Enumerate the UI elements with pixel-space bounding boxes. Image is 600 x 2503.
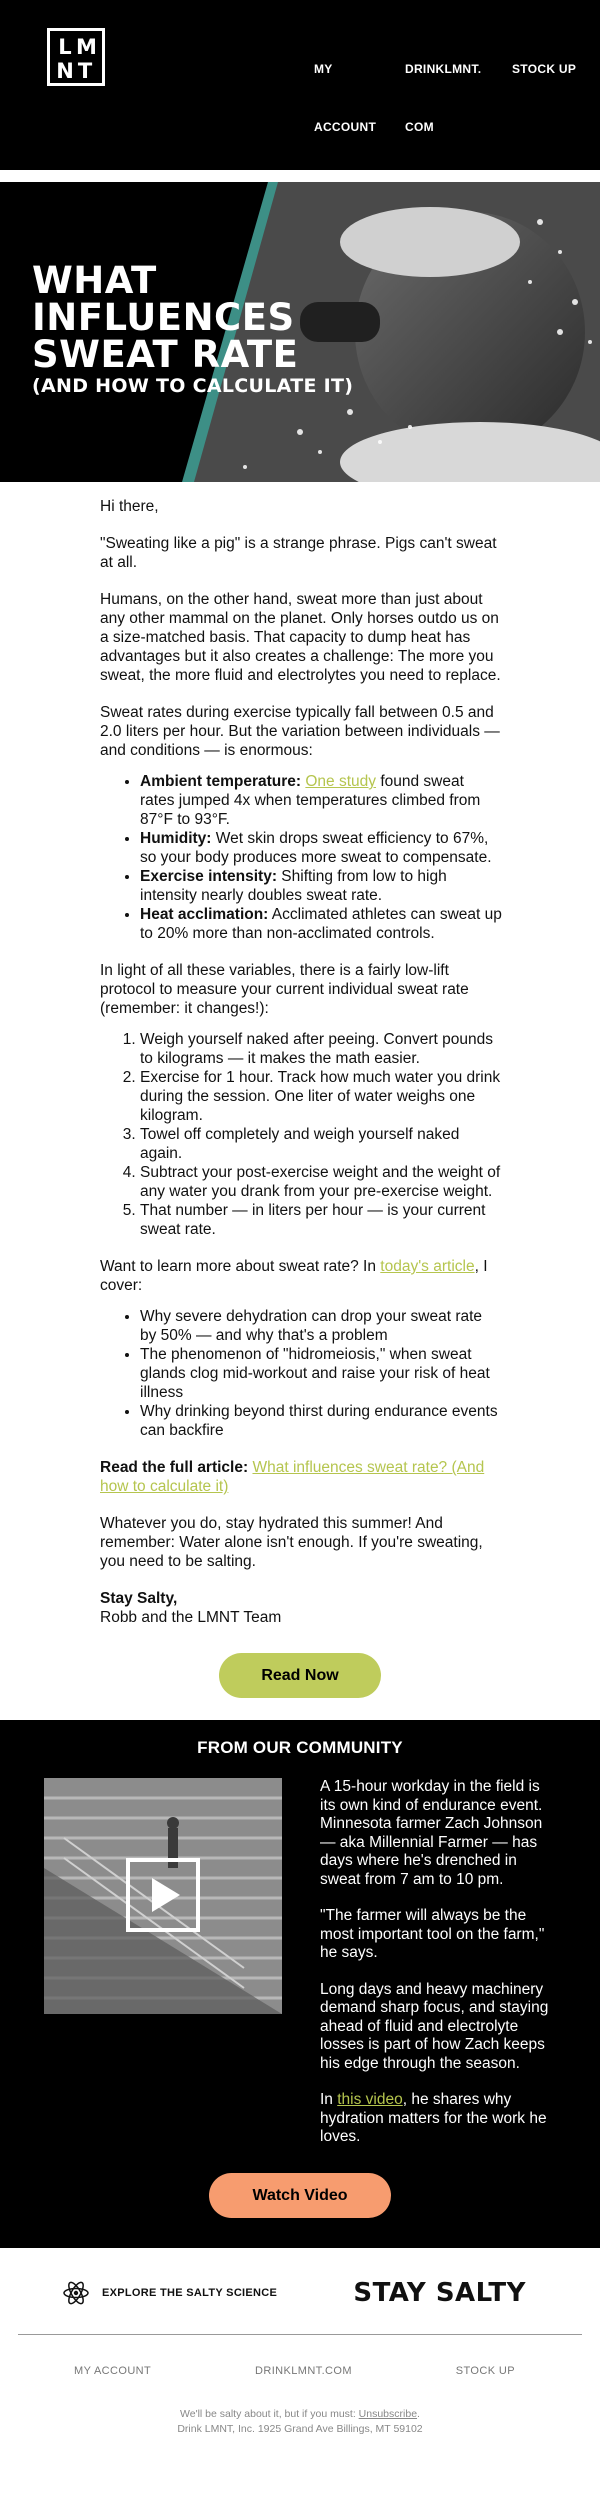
header-divider bbox=[0, 170, 600, 182]
list-item: • The phenomenon of "hidromeiosis," when sweat glands clog mid-workout and raise your risk of heat illness bbox=[140, 1345, 502, 1402]
read-now-button[interactable]: Read Now bbox=[219, 1653, 381, 1698]
body-paragraph: Sweat rates during exercise typically fall between 0.5 and 2.0 liters per hour. But the variation between individuals — and conditions — is enormous: bbox=[100, 704, 500, 759]
list-item: 2. Exercise for 1 hour. Track how much water you drink during the session. One liter of water weighs one kilogram. bbox=[140, 1068, 502, 1125]
email-header bbox=[0, 0, 600, 170]
body-paragraph: Whatever you do, stay hydrated this summer! And remember: Water alone isn't enough. If you're sweating, you need to be salting. bbox=[100, 1515, 483, 1570]
footer-nav bbox=[0, 2335, 600, 2407]
todays-article-link[interactable]: today's article bbox=[380, 1258, 475, 1275]
covers-list bbox=[140, 1307, 502, 1440]
this-video-link[interactable]: this video bbox=[337, 2091, 403, 2108]
video-thumbnail-image bbox=[44, 1778, 282, 2014]
greeting: Hi there, bbox=[100, 498, 159, 515]
nav-stock-up[interactable]: STOCK UP bbox=[512, 62, 577, 76]
hero-banner[interactable] bbox=[0, 182, 600, 482]
community-section bbox=[0, 1720, 600, 2248]
lmnt-logo[interactable]: L M N T bbox=[47, 28, 105, 86]
community-row bbox=[0, 1758, 600, 2165]
footer-stock-up[interactable]: STOCK UP bbox=[455, 2364, 515, 2377]
read-now-wrap bbox=[0, 1645, 600, 1720]
community-paragraph: A 15-hour workday in the field is its own kind of endurance event. Minnesota farmer Zach Johnson — aka Millennial Farmer — has days where he's drenched in sweat from 7 am to 10 pm. bbox=[320, 1778, 543, 1888]
footer-drinklmnt[interactable]: DRINKLMNT.COM bbox=[255, 2364, 352, 2377]
signoff: Stay Salty, Robb and the LMNT Team bbox=[100, 1590, 282, 1626]
list-item: • Humidity: Wet skin drops sweat efficiency to 67%, so your body produces more sweat to compensate. bbox=[140, 829, 502, 867]
hero-subtitle: (AND HOW TO CALCULATE IT) bbox=[32, 375, 354, 397]
explore-science-link[interactable]: EXPLORE THE SALTY SCIENCE bbox=[62, 2279, 277, 2307]
list-item: 4. Subtract your post-exercise weight and the weight of any water you drank from your pre-exercise weight. bbox=[140, 1163, 502, 1201]
body-paragraph: Humans, on the other hand, sweat more than just about any other mammal on the planet. Only horses outdo us on a size-matched basis. That capacity to dump heat has advantages but it also creates a challenge: The more you sweat, the more fluid and electrolytes you need to replace. bbox=[100, 591, 501, 684]
atom-icon bbox=[62, 2279, 90, 2307]
list-item: • Why drinking beyond thirst during endurance events can backfire bbox=[140, 1402, 502, 1440]
list-item: 3. Towel off completely and weigh yourself naked again. bbox=[140, 1125, 502, 1163]
hero-title-line: SWEAT RATE bbox=[32, 333, 299, 376]
stay-salty-wordmark: STAY SALTY bbox=[353, 2277, 526, 2308]
footer-my-account[interactable]: MY ACCOUNT bbox=[74, 2364, 152, 2377]
email-body bbox=[0, 482, 600, 1627]
body-paragraph: "Sweating like a pig" is a strange phrase. Pigs can't sweat at all. bbox=[100, 535, 497, 571]
footer-legal: We'll be salty about it, but if you must: Unsubscribe. Drink LMNT, Inc. 1925 Grand Ave Billings, MT 59102 bbox=[0, 2407, 600, 2477]
hero-title-line: WHAT bbox=[32, 259, 157, 302]
unsubscribe-link[interactable]: Unsubscribe bbox=[358, 2407, 418, 2420]
factor-list bbox=[140, 772, 502, 943]
community-paragraph: In this video, he shares why hydration matters for the work he loves. bbox=[320, 2091, 547, 2145]
community-paragraph: Long days and heavy machinery demand sharp focus, and staying ahead of fluid and electrolyte losses is part of how Zach keeps his edge through the season. bbox=[320, 1980, 549, 2072]
nav-my-account[interactable]: MY ACCOUNT bbox=[314, 62, 377, 134]
video-thumbnail[interactable] bbox=[44, 1778, 282, 2014]
company-address: Drink LMNT, Inc. 1925 Grand Ave Billings, MT 59102 bbox=[177, 2422, 423, 2435]
list-item: • Ambient temperature: One study found sweat rates jumped 4x when temperatures climbed from 87°F to 93°F. bbox=[140, 772, 502, 829]
body-paragraph: In light of all these variables, there is a fairly low-lift protocol to measure your current individual sweat rate (remember: it changes!): bbox=[100, 962, 469, 1017]
nav-drinklmnt[interactable]: DRINKLMNT.COM bbox=[405, 62, 482, 134]
one-study-link[interactable]: One study bbox=[305, 773, 377, 790]
community-title: FROM OUR COMMUNITY bbox=[197, 1738, 403, 1757]
read-full-article: Read the full article: What influences sweat rate? (And how to calculate it) bbox=[100, 1459, 485, 1495]
community-text bbox=[282, 1778, 556, 2165]
hero-title-line: INFLUENCES bbox=[32, 296, 295, 339]
watch-video-button[interactable]: Watch Video bbox=[209, 2173, 391, 2218]
hero-text bbox=[32, 259, 354, 397]
community-paragraph: "The farmer will always be the most important tool on the farm," he says. bbox=[320, 1907, 545, 1961]
list-item: • Heat acclimation: Acclimated athletes can sweat up to 20% more than non-acclimated controls. bbox=[140, 905, 502, 943]
list-item: 5. That number — in liters per hour — is your current sweat rate. bbox=[140, 1201, 502, 1239]
list-item: • Exercise intensity: Shifting from low to high intensity nearly doubles sweat rate. bbox=[140, 867, 502, 905]
list-item: • Why severe dehydration can drop your sweat rate by 50% — and why that's a problem bbox=[140, 1307, 502, 1345]
list-item: 1. Weigh yourself naked after peeing. Convert pounds to kilograms — it makes the math easier. bbox=[140, 1030, 502, 1068]
full-article-link[interactable]: What influences sweat rate? (And how to calculate it) bbox=[100, 1459, 485, 1495]
watch-video-wrap bbox=[0, 2165, 600, 2218]
footer-top bbox=[18, 2248, 582, 2335]
body-paragraph: Want to learn more about sweat rate? In today's article, I cover: bbox=[100, 1258, 488, 1294]
steps-list bbox=[140, 1030, 502, 1239]
